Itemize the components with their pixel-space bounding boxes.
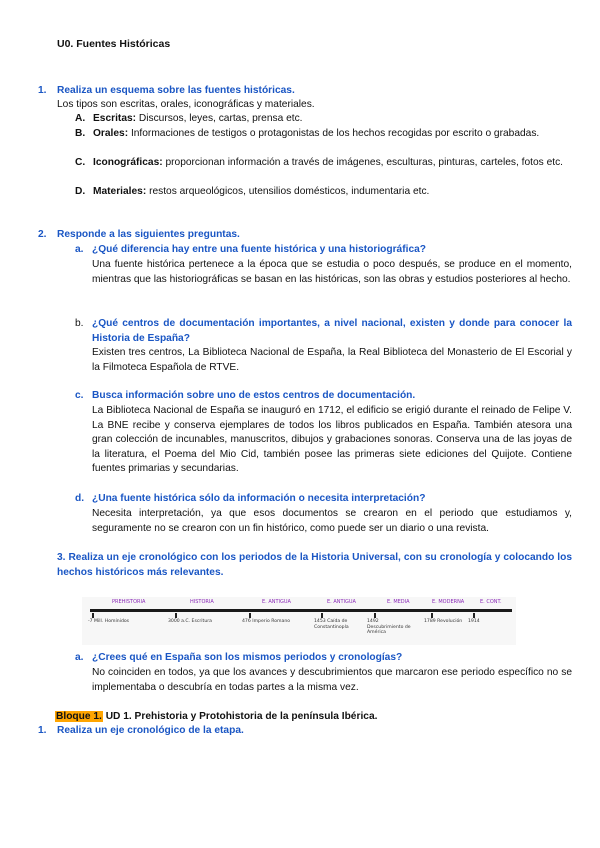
item-c [93, 156, 571, 171]
timeline-image [82, 597, 516, 645]
item-a-text: Discursos, leyes, cartas, prensa etc. [136, 113, 303, 124]
q-b-answer: Existen tres centros, La Biblioteca Nacional de España, la Real Biblioteca del Monasterio de El Escorial y la Filmoteca Española de RTVE. [92, 347, 572, 373]
item-a-letter: A. [75, 113, 86, 124]
bloque-title: UD 1. Prehistoria y Protohistoria de la península Ibérica. [102, 711, 378, 722]
era-label: E. CONT. [480, 599, 502, 605]
q-a-question: ¿Qué diferencia hay entre una fuente histórica y una historiográfica? [92, 244, 426, 255]
item-b-text: Informaciones de testigos o protagonistas de los hechos recogidas por escrito o grabadas. [128, 128, 540, 139]
item-b-letter: B. [75, 128, 86, 139]
q3-a-question: ¿Crees qué en España son los mismos periodos y cronologías? [92, 652, 403, 663]
section1-number: 1. [38, 85, 47, 96]
item-b [93, 127, 571, 142]
timeline-event: 1453 Caída de Constantinopla [314, 619, 349, 630]
q-c-letter: c. [75, 390, 84, 401]
timeline-tick [374, 613, 376, 618]
item-d-text: restos arqueológicos, utensilios domésticos, indumentaria etc. [146, 186, 430, 197]
section2-question: Responde a las siguientes preguntas. [57, 229, 240, 240]
section3-question: 3. Realiza un eje cronológico con los periodos de la Historia Universal, con su cronología y colocando los hechos históricos más relevantes. [57, 552, 572, 578]
timeline-event: 1492 Descubrimiento de América [367, 619, 411, 635]
item-d-term: Materiales: [93, 186, 147, 197]
q-a-answer: Una fuente histórica pertenece a la época que se estudia o poco después, se produce en el momento, mientras que las historiográficas se basan en las históricas, son las obras y estudios posteriores al hecho. [92, 259, 572, 285]
era-label: PREHISTORIA [112, 599, 146, 605]
document-title: U0. Fuentes Históricas [57, 38, 171, 50]
timeline-tick [92, 613, 94, 618]
q-b-letter: b. [75, 318, 84, 329]
q-d-answer: Necesita interpretación, ya que esos documentos se crearon en el periodo que estudiamos y, seguramente no se crearon con un fin histórico, como puede ser un diario o una revista. [92, 508, 572, 534]
timeline-event: 476 Imperio Romano [242, 619, 291, 624]
q3-a-answer: No coinciden en todos, ya que los avances y descubrimientos que marcaron ese periodo específico no se implementaba o descubría en todas partes a la misma vez. [92, 667, 572, 693]
timeline-event: 3000 a.C. Escritura [168, 619, 212, 624]
era-label: E. ANTIGUA [327, 599, 356, 605]
item-c-term: Iconográficas: [93, 157, 163, 168]
item-d [93, 185, 571, 200]
q-d-question: ¿Una fuente histórica sólo da información o necesita interpretación? [92, 493, 426, 504]
timeline-tick [249, 613, 251, 618]
timeline-event: 1789 Revolución [424, 619, 463, 624]
q-b-question: ¿Qué centros de documentación importantes, a nivel nacional, existen y donde para conocer la Historia de España? [92, 318, 572, 344]
q-a-letter: a. [75, 244, 84, 255]
section4-question: Realiza un eje cronológico de la etapa. [57, 725, 244, 736]
timeline-axis [90, 609, 512, 612]
item-c-letter: C. [75, 157, 86, 168]
timeline-event: 1914 [468, 619, 480, 624]
timeline-tick [175, 613, 177, 618]
timeline-tick [473, 613, 475, 618]
item-a-term: Escritas: [93, 113, 137, 124]
timeline-tick [431, 613, 433, 618]
timeline-event: -7 Mill. Homínidos [88, 619, 130, 624]
q-c-question: Busca información sobre uno de estos centros de documentación. [92, 390, 416, 401]
era-label: E. MODERNA [432, 599, 465, 605]
q-d-letter: d. [75, 493, 85, 504]
section1-question: Realiza un esquema sobre las fuentes históricas. [57, 85, 295, 96]
q3-a-letter: a. [75, 652, 84, 663]
item-a [93, 112, 571, 127]
era-label: E. ANTIGUA [262, 599, 291, 605]
era-label: E. MEDIA [387, 599, 410, 605]
item-c-text: proporcionan información a través de imágenes, esculturas, pinturas, carteles, fotos etc. [162, 157, 563, 168]
section1-intro: Los tipos son escritas, orales, iconográficas y materiales. [57, 99, 315, 110]
bloque-heading [55, 711, 377, 722]
timeline-tick [321, 613, 323, 618]
era-label: HISTORIA [190, 599, 214, 605]
section2-number: 2. [38, 229, 47, 240]
item-d-letter: D. [75, 186, 86, 197]
bloque-label: Bloque 1. [56, 711, 102, 722]
section4-number: 1. [38, 725, 47, 736]
q-c-answer: La Biblioteca Nacional de España se inauguró en 1712, el edificio se erigió durante el reinado de Felipe V. La BNE recibe y conserva ejemplares de todos los libros publicados en España. También atesora una gran colección de incunables, manuscritos, dibujos y grabaciones sonoras. Conserva una de las joyas de la literatura, el Poema del Mio Cid, también posee las primeras siete ediciones del Quijote. Contiene fuentes primarias y secundarias. [92, 405, 572, 475]
item-b-term: Orales: [93, 128, 129, 139]
